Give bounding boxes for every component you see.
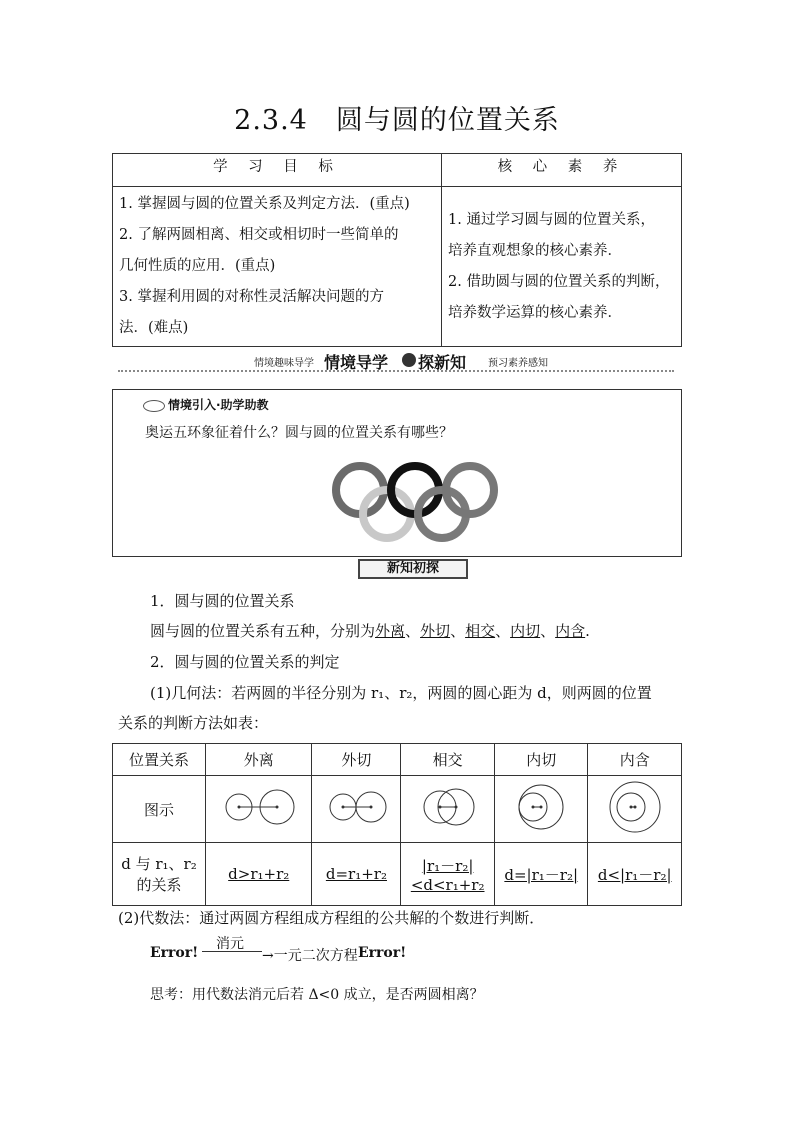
relation-term: 外切 — [420, 622, 451, 640]
banner-title: 情境导学 — [324, 353, 389, 372]
col-header: 位置关系 — [113, 744, 206, 776]
col-header: 外离 — [206, 744, 312, 776]
relation-term: 外离 — [375, 622, 406, 640]
goals-table — [112, 153, 682, 347]
intersecting-circles-diagram — [413, 785, 483, 829]
section2-heading: 2．圆与圆的位置关系的判定 — [150, 653, 340, 671]
section1-heading: 1．圆与圆的位置关系 — [150, 592, 295, 610]
row-label-figure: 图示 — [113, 776, 206, 843]
handshake-icon — [143, 400, 165, 412]
literacy-line: 培养直观想象的核心素养． — [448, 242, 622, 259]
olympic-rings-image — [328, 458, 504, 548]
literacy-line: 2. 借助圆与圆的位置关系的判断， — [448, 273, 670, 290]
formula-contain — [588, 843, 682, 906]
formula-internal-tangent — [494, 843, 588, 906]
col-header: 内切 — [494, 744, 588, 776]
goal-line: 2. 了解两圆相离、相交或相切时一些简单的 — [119, 227, 399, 243]
formula-separate — [206, 843, 312, 906]
formula-intersect — [401, 843, 495, 906]
row-label-relation — [113, 843, 206, 906]
figure-internal-tangent — [494, 776, 588, 843]
literacy-cell — [442, 187, 682, 347]
figure-intersect — [401, 776, 495, 843]
goals-cell — [113, 187, 442, 347]
period: . — [585, 622, 590, 640]
external-tangent-diagram — [321, 787, 391, 827]
arrow-label: 消元 — [216, 936, 244, 952]
literacy-header: 核 心 素 养 — [442, 154, 682, 187]
relation-term: 内含 — [555, 622, 586, 640]
equation-text: →一元二次方程 — [262, 948, 358, 964]
formula-text: d=|r₁－r₂| — [504, 865, 579, 884]
intro-header — [143, 396, 269, 413]
banner-title-2: 探新知 — [418, 353, 467, 372]
figure-separate — [206, 776, 312, 843]
goal-line: 法．(难点) — [119, 320, 189, 336]
literacy-line: 1. 通过学习圆与圆的位置关系， — [448, 211, 655, 228]
row-label-line: d 与 r₁、r₂ — [121, 855, 197, 873]
goal-line: 几何性质的应用．(重点) — [119, 258, 276, 274]
goal-line: 1. 掌握圆与圆的位置关系及判定方法．(重点) — [119, 196, 410, 212]
goals-header: 学 习 目 标 — [113, 154, 442, 187]
section1-text — [150, 616, 590, 646]
figure-contain — [588, 776, 682, 843]
method2-text: (2)代数法：通过两圆方程组成方程组的公共解的个数进行判断． — [118, 909, 545, 927]
contained-circles-diagram — [603, 779, 667, 835]
col-header: 相交 — [401, 744, 495, 776]
section-banner — [118, 351, 674, 371]
col-header: 内含 — [588, 744, 682, 776]
separate-circles-diagram — [217, 787, 301, 827]
figure-external-tangent — [312, 776, 401, 843]
relation-term: 内切 — [510, 622, 541, 640]
algebra-line — [150, 933, 550, 973]
error-text: Error! — [358, 945, 407, 961]
formula-text: d=r₁+r₂ — [325, 865, 387, 883]
internal-tangent-diagram — [511, 782, 571, 832]
intro-header-text: 情境引入·助学助教 — [168, 398, 269, 412]
relation-table — [112, 743, 682, 906]
intro-question: 奥运五环象征着什么？圆与圆的位置关系有哪些？ — [145, 425, 453, 441]
banner-dot-icon — [402, 353, 416, 367]
goal-line: 3. 掌握利用圆的对称性灵活解决问题的方 — [119, 289, 384, 305]
sep: 、 — [540, 622, 556, 640]
sep: 、 — [405, 622, 421, 640]
formula-external-tangent — [312, 843, 401, 906]
banner-right-text: 预习素养感知 — [488, 358, 548, 369]
page-title: 2.3.4 圆与圆的位置关系 — [234, 105, 560, 136]
formula-text: <d<r₁+r₂ — [410, 875, 485, 894]
new-knowledge-tag: 新知初探 — [358, 559, 468, 579]
formula-text: |r₁－r₂| — [421, 856, 474, 875]
section1-text-pre: 圆与圆的位置关系有五种，分别为 — [150, 622, 376, 640]
method1-line2: 关系的判断方法如表： — [118, 714, 269, 732]
banner-left-text: 情境趣味导学 — [254, 358, 314, 369]
sep: 、 — [450, 622, 466, 640]
sep: 、 — [495, 622, 511, 640]
method1-line1: (1)几何法：若两圆的半径分别为 r₁、r₂，两圆的圆心距为 d，则两圆的位置 — [150, 684, 652, 702]
formula-text: d>r₁+r₂ — [228, 865, 290, 883]
error-text: Error! — [150, 945, 199, 961]
arrow-line — [202, 951, 262, 952]
think-text: 思考：用代数法消元后若 Δ<0 成立，是否两圆相离？ — [150, 987, 484, 1003]
literacy-line: 培养数学运算的核心素养． — [448, 304, 622, 321]
relation-term: 相交 — [465, 622, 496, 640]
formula-text: d<|r₁－r₂| — [597, 865, 672, 884]
row-label-line: 的关系 — [136, 876, 182, 894]
col-header: 外切 — [312, 744, 401, 776]
